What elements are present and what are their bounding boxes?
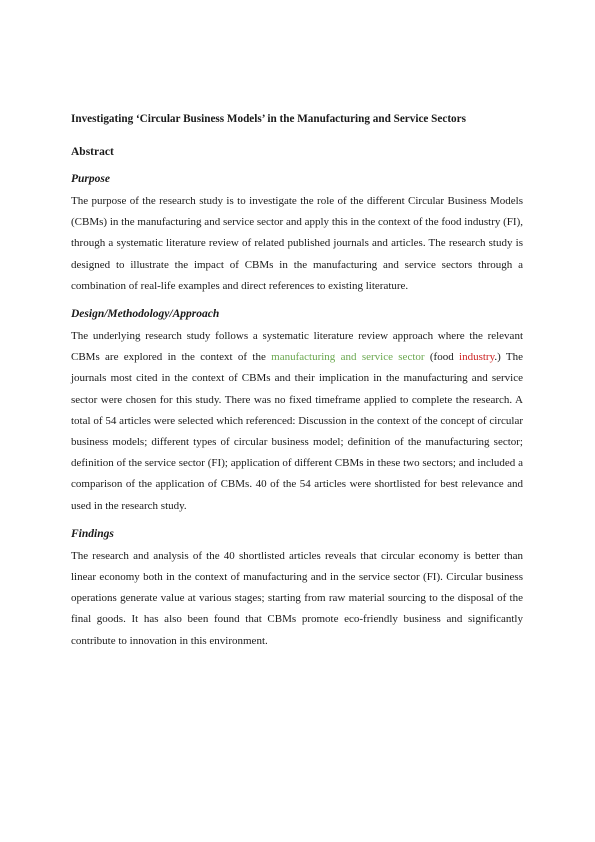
findings-heading: Findings bbox=[71, 527, 114, 540]
design-text-after: .) The journals most cited in the context of CBMs and their implication in the manufacturing and service sector were chosen for this study. There was no fixed timeframe applied to complete the research. A total of 54 articles were selected which referenced: Discussion in the context of the concept of circular business models; different types of circular business model; definition of the manufacturing sector; definition of the service sector (FI); application of different CBMs in these two sectors; and included a comparison of the application of CBMs. 40 of the 54 articles were shortlisted for best relevance and used in the research study. bbox=[71, 351, 523, 512]
design-text-mid: (food bbox=[424, 351, 460, 364]
design-heading: Design/Methodology/Approach bbox=[71, 308, 220, 321]
purpose-paragraph: The purpose of the research study is to investigate the role of the different Circular Business Models (CBMs) in the manufacturing and service sector and apply this in the context of the food industry (FI), through a systematic literature review of related published journals and articles. The research study is designed to illustrate the impact of CBMs in the manufacturing and service sectors through a combination of real-life examples and direct references to existing literature. bbox=[71, 195, 523, 292]
findings-paragraph: The research and analysis of the 40 shortlisted articles reveals that circular economy is better than linear economy both in the context of manufacturing and in the service sector (FI). Circular business operations generate value at various stages; starting from raw material sourcing to the disposal of the final goods. It has also been found that CBMs promote eco-friendly business and significantly contribute to innovation in this environment. bbox=[71, 549, 523, 647]
purpose-heading: Purpose bbox=[71, 173, 110, 185]
paper-title: Investigating ‘Circular Business Models’ in the Manufacturing and Service Sectors bbox=[71, 113, 466, 125]
design-paragraph bbox=[71, 326, 523, 517]
highlighted-phrase-green: manufacturing and service sector bbox=[271, 351, 425, 364]
abstract-heading: Abstract bbox=[71, 146, 114, 158]
highlighted-word-red: industry bbox=[459, 351, 495, 364]
design-text-before: The underlying research study follows a systematic literature review approach where the relevant CBMs are explored in the context of the bbox=[71, 330, 523, 364]
